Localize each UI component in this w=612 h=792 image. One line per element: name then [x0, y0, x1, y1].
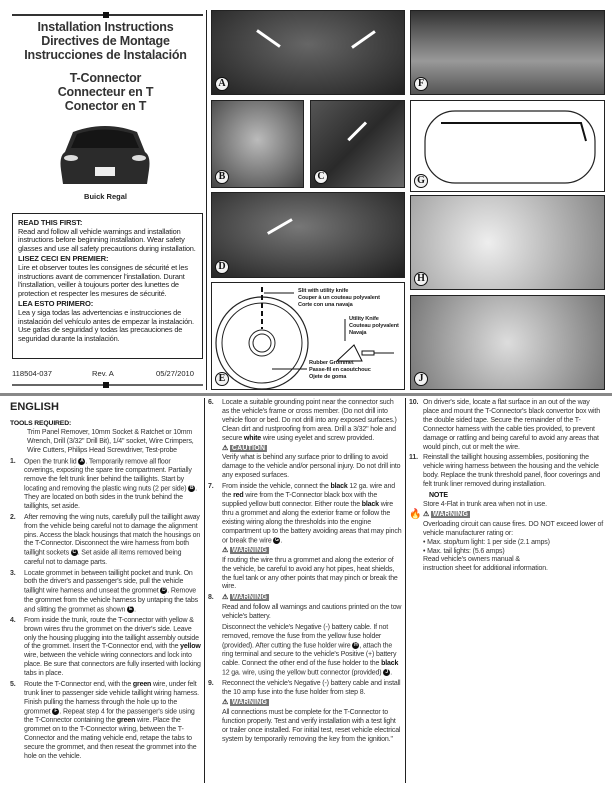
step-number: 1. — [10, 457, 16, 465]
bold-wire-color: black — [361, 500, 379, 508]
vehicle-caption: Buick Regal — [84, 192, 127, 201]
step-number: 8. — [208, 594, 214, 602]
read-first-box — [12, 213, 203, 359]
photo-label: G — [414, 174, 428, 188]
step-number: 5. — [10, 681, 16, 689]
alert-text: Verify what is behind any surface prior to drilling to avoid damage to the vehicle and/or personal injury. Do not drill into any exposed surfaces. — [222, 454, 401, 480]
figure-ref: B — [189, 484, 194, 491]
note-text: Store 4-Flat in trunk area when not in use. — [423, 500, 547, 508]
title-block — [8, 20, 203, 113]
step-text: Route the T-Connector end, with the — [24, 681, 133, 689]
photo-a — [211, 10, 405, 95]
figure-ref: A — [80, 457, 84, 464]
section-heading: ENGLISH — [10, 401, 59, 413]
step-number: 2. — [10, 513, 16, 521]
photo-label: C — [314, 170, 328, 184]
step-text: Reinstall the taillight housing assemblies, positioning the vehicle wiring harness between the housing and the vehicle body. Replace the trunk threshold panel, floor coverings and felt trunk liner removed during installation. — [423, 454, 601, 489]
instruction-step — [409, 454, 607, 490]
tools-heading: TOOLS REQUIRED: — [10, 420, 72, 427]
step-body — [24, 570, 202, 615]
slit-label: Slit with utility knife Couper à un couteau polyvalent Corte con una navaja — [298, 288, 380, 308]
instruction-step — [10, 681, 202, 762]
title-es: Instrucciones de Instalación — [24, 48, 187, 62]
step-body — [222, 680, 402, 744]
product-en: T-Connector — [69, 71, 142, 85]
bold-wire-color: yellow — [180, 643, 201, 651]
step-text: wire using eyelet and screw provided. — [261, 434, 375, 442]
warning-triangle-icon: ⚠ — [423, 510, 431, 518]
section-bar — [0, 393, 612, 396]
alert-label: WARNING — [231, 699, 268, 707]
knife-label: Utility Knife Couteau polyvalent Navaja — [349, 316, 399, 336]
alert-heading — [222, 699, 402, 708]
read-first-text-en: Read and follow all vehicle warnings and installation instructions before beginning installation. Wear safety glasses and use all safety precautions during installation. — [18, 226, 196, 253]
photo-label: H — [414, 272, 428, 286]
warning-line: • Max. stop/turn light: 1 per side (2.1 amps) — [423, 538, 550, 546]
step-paragraph — [222, 624, 402, 678]
alert-label: CAUTION — [231, 444, 266, 452]
step-text: . — [390, 669, 393, 677]
step-text: 12 ga. wire, using the yellow butt connector (provided) — [222, 669, 384, 677]
step-paragraph — [24, 514, 202, 568]
step-text: On driver's side, locate a flat surface in an out of the way place and mount the T-Connector's black convertor box with the double sided tape. Secure the remainder of the T-Connector harness with the cable ties provided, to prevent damage or rattling and being careful to avoid any areas that would pinch, cut or melt the wire. — [423, 399, 600, 451]
figure-ref: H — [354, 641, 358, 648]
product-es: Conector en T — [64, 99, 147, 113]
step-text: . Set aside all items removed being careful not to damage parts. — [24, 549, 182, 566]
step-paragraph — [24, 617, 202, 679]
instructions-column-3 — [409, 399, 607, 574]
final-warning — [409, 508, 607, 574]
step-text: Disconnect the vehicle's Negative (-) battery cable. If not removed, remove the fuse from the yellow fuse holder (provided). After cutting the fuse holder wire — [222, 624, 389, 650]
instruction-step — [10, 570, 202, 615]
instruction-step — [208, 399, 402, 481]
step-text: After removing the wing nuts, carefully pull the taillight away from the vehicle being careful not to damage the alignment pins. Access the black housings that match the housings on the T-Connector. Disconnect the wire harness from both taillight sockets — [24, 513, 201, 557]
instruction-step — [208, 594, 402, 678]
column-divider — [204, 398, 205, 783]
step-text: Reconnect the vehicle's Negative (-) battery cable and install the 10 amp fuse into the fuse holder from step 8. — [222, 680, 401, 697]
step-text: wire from the T-Connector black box with the supplied yellow butt connector. Either route the — [222, 492, 378, 508]
step-text: . Temporarily remove all floor coverings, exposing the spare tire compartment. Partially remove the felt trunk liner behind the taillights. Start by locating and removing the plastic wing nuts (2 per side) — [24, 457, 192, 493]
alert-heading — [222, 445, 402, 454]
instruction-step — [10, 514, 202, 568]
instruction-step — [409, 399, 607, 452]
figure-ref: G — [275, 536, 279, 543]
step-paragraph — [222, 483, 402, 546]
photo-h — [410, 195, 605, 290]
step-text: Locate a suitable grounding point near the connector such as the vehicle's frame or cross member. (Do not drill into vehicle floor or bed. Do not drill into any exposed surfaces.) Clean dirt and rustproofing from area. Drill a 3/32" hole and secure — [222, 399, 397, 442]
step-body — [423, 399, 607, 452]
figure-ref: F — [52, 708, 59, 715]
step-number: 7. — [208, 483, 214, 491]
photo-j — [410, 295, 605, 390]
grommet-label: Rubber Grommet Passe-fil en caoutchouc Ojete de goma — [309, 360, 371, 380]
alert-text: If routing the wire thru a grommet and along the exterior of the vehicle, be careful to avoid any hot pipes, heat shields, the fuel tank or any other points that may pinch or break the wire. — [222, 556, 398, 591]
step-text: wire thru a grommet and along the exterior frame or follow the existing wiring along the thresholds into the engine compartment up to the battery avoiding areas that may pinch or break the wire — [222, 500, 402, 544]
step-paragraph — [423, 454, 607, 490]
alert-heading — [423, 511, 607, 520]
instructions-column-2 — [208, 399, 402, 747]
read-first-heading-en: READ THIS FIRST: — [18, 218, 83, 227]
bold-wire-color: red — [233, 492, 244, 500]
photo-label: D — [215, 260, 229, 274]
photo-label: J — [414, 372, 428, 386]
step-text: . Repeat step 4 for the passenger's side using the T-Connector containing the — [24, 708, 195, 725]
step-number: 3. — [10, 569, 16, 577]
step-body — [24, 681, 202, 762]
vehicle-image — [55, 122, 155, 187]
step-number: 11. — [409, 454, 418, 462]
photo-label: A — [215, 77, 229, 91]
bold-wire-color: black — [330, 483, 348, 491]
warning-triangle-icon: ⚠ — [222, 594, 230, 602]
step-body — [222, 483, 402, 592]
step-paragraph — [423, 399, 607, 452]
step-number: 4. — [10, 616, 16, 624]
warning-line: • Max. tail lights: (5.6 amps) — [423, 547, 505, 555]
step-text: wire, under felt trunk liner to passenger side vehicle taillight wiring harness. Finish pulling the harness through the hole up to the grommet — [24, 681, 199, 716]
warning-triangle-icon: ⚠ — [222, 444, 230, 452]
bold-wire-color: black — [381, 660, 399, 668]
photo-f — [410, 10, 605, 95]
photo-g — [410, 100, 605, 192]
alert-text: Read and follow all warnings and cautions printed on the tow vehicle's battery. — [222, 604, 402, 621]
instruction-step — [208, 483, 402, 592]
step-body — [222, 594, 402, 678]
step-paragraph — [24, 681, 202, 762]
step-text: . — [134, 605, 136, 613]
step-text: Locate grommet in between taillight pocket and trunk. On both the driver's and passenger's side, pull the vehicle taillight wire harness and unseat the grommet — [24, 569, 193, 595]
step-text: . Remove the grommet from the vehicle harness by untaping the tabs and slitting the grommet as shown — [24, 587, 198, 613]
step-text: . — [280, 536, 283, 544]
alert-label: WARNING — [432, 510, 469, 518]
step-text: From inside the vehicle, connect the — [222, 483, 331, 491]
alert-heading — [222, 594, 402, 603]
alert-heading — [222, 547, 402, 556]
photo-label: F — [414, 77, 428, 91]
warning-line: Overloading circuit can cause fires. DO NOT exceed lower of vehicle manufacturer rating or: — [423, 520, 604, 537]
step-body — [222, 399, 402, 481]
warning-line: instruction sheet for additional information. — [423, 565, 548, 573]
instructions-column-1 — [10, 420, 202, 764]
photo-b — [211, 100, 304, 188]
grommet-diagram — [211, 282, 405, 390]
column-divider — [206, 10, 207, 390]
revision: Rev. A — [92, 369, 114, 378]
instruction-step — [208, 680, 402, 744]
step-body — [24, 514, 202, 568]
step-text: , attach the ring terminal and secure to the vehicle's Positive (+) battery cable. Connect the other end of the fuse holder to the — [222, 642, 397, 668]
note — [409, 492, 607, 510]
figure-ref: C — [72, 549, 76, 556]
step-paragraph — [222, 399, 402, 444]
rule-marker — [103, 382, 109, 388]
step-number: 6. — [208, 399, 214, 406]
column-divider — [405, 398, 406, 783]
step-text: wire, between the vehicle wiring connectors and lock into place. Be sure that connectors are fully inserted with locking tabs in place. — [24, 652, 201, 678]
photo-label: E — [215, 372, 229, 386]
step-body — [24, 617, 202, 679]
product-fr: Connecteur en T — [57, 85, 154, 99]
step-body — [423, 454, 607, 490]
warning-triangle-icon: ⚠ — [222, 699, 230, 707]
figure-ref: D — [162, 587, 166, 594]
step-paragraph — [24, 570, 202, 615]
step-text: wire. Place the grommet on to the T-Connector wiring, between the T-Connector and the mating vehicle end, retape the tabs to secure the grommet, and then reseat the grommet into the hole on the vehicle. — [24, 717, 197, 760]
figure-ref: E — [128, 605, 133, 612]
title-en: Installation Instructions — [37, 20, 174, 34]
photo-label: B — [215, 170, 229, 184]
alert-text: All connections must be complete for the T-Connector to function properly. Test and verify installation with a test light or trailer once installed. For initial test, reset vehicle electrical system by temporarily removing the key from the ignition." — [222, 708, 401, 743]
figure-ref: J — [383, 669, 390, 676]
step-paragraph — [222, 680, 402, 698]
instruction-step — [10, 617, 202, 679]
step-text: Open the trunk lid — [24, 457, 79, 465]
read-first-heading-fr: LISEZ CECI EN PREMIER: — [18, 254, 109, 264]
photo-d — [211, 192, 405, 278]
note-label: NOTE — [429, 492, 448, 500]
step-number: 9. — [208, 680, 214, 688]
tools-list: Trim Panel Remover, 10mm Socket & Ratchet or 10mm Wrench, Drill (3/32" Drill Bit), 1/4" socket, Wire Crimpers, Wire Cutters, Philips Head Screwdriver, Test-probe — [27, 428, 194, 454]
warning-triangle-icon: ⚠ — [222, 546, 230, 554]
alert-label: WARNING — [231, 546, 268, 554]
photo-c — [310, 100, 405, 188]
rule-marker — [103, 12, 109, 18]
step-paragraph — [24, 458, 202, 512]
bold-wire-color: white — [243, 434, 262, 442]
step-body — [24, 458, 202, 512]
alert-label: WARNING — [231, 594, 268, 602]
instruction-step — [10, 458, 202, 512]
read-first-heading-es: LEA ESTO PRIMERO: — [18, 299, 94, 309]
bold-wire-color: green — [116, 717, 136, 725]
step-text: From inside the trunk, route the T-connector with yellow & brown wires thru the grommet on the driver's side. Leave only the housing plugging into the taillight assembly outside of the grommet. Insert the T-Connector end, with the — [24, 616, 199, 651]
read-first-text-es: Lea y siga todas las advertencias e instrucciones de instalación del vehículo antes de empezar la instalación. Use gafas de seguridad y todas las precauciones de seguridad durante la instalación. — [18, 307, 194, 343]
step-text: . They are located on both sides in the trunk behind the taillights, set aside. — [24, 485, 198, 510]
warning-line: Read vehicle's owners manual & — [423, 556, 520, 564]
read-first-text-fr: Lire et observer toutes les consignes de sécurité et les instructions avant de commencer l'installation. Durant l'installation, veiller à toujours porter des lunettes de protection et respecter les mesures de sécurité. — [18, 262, 188, 298]
title-fr: Directives de Montage — [41, 34, 170, 48]
bold-wire-color: green — [132, 681, 152, 689]
step-text: 12 ga. wire and the — [222, 483, 396, 500]
date: 05/27/2010 — [156, 369, 195, 378]
part-number: 118504-037 — [12, 369, 52, 378]
fire-icon: 🔥 — [409, 508, 422, 520]
step-number: 10. — [409, 399, 419, 406]
